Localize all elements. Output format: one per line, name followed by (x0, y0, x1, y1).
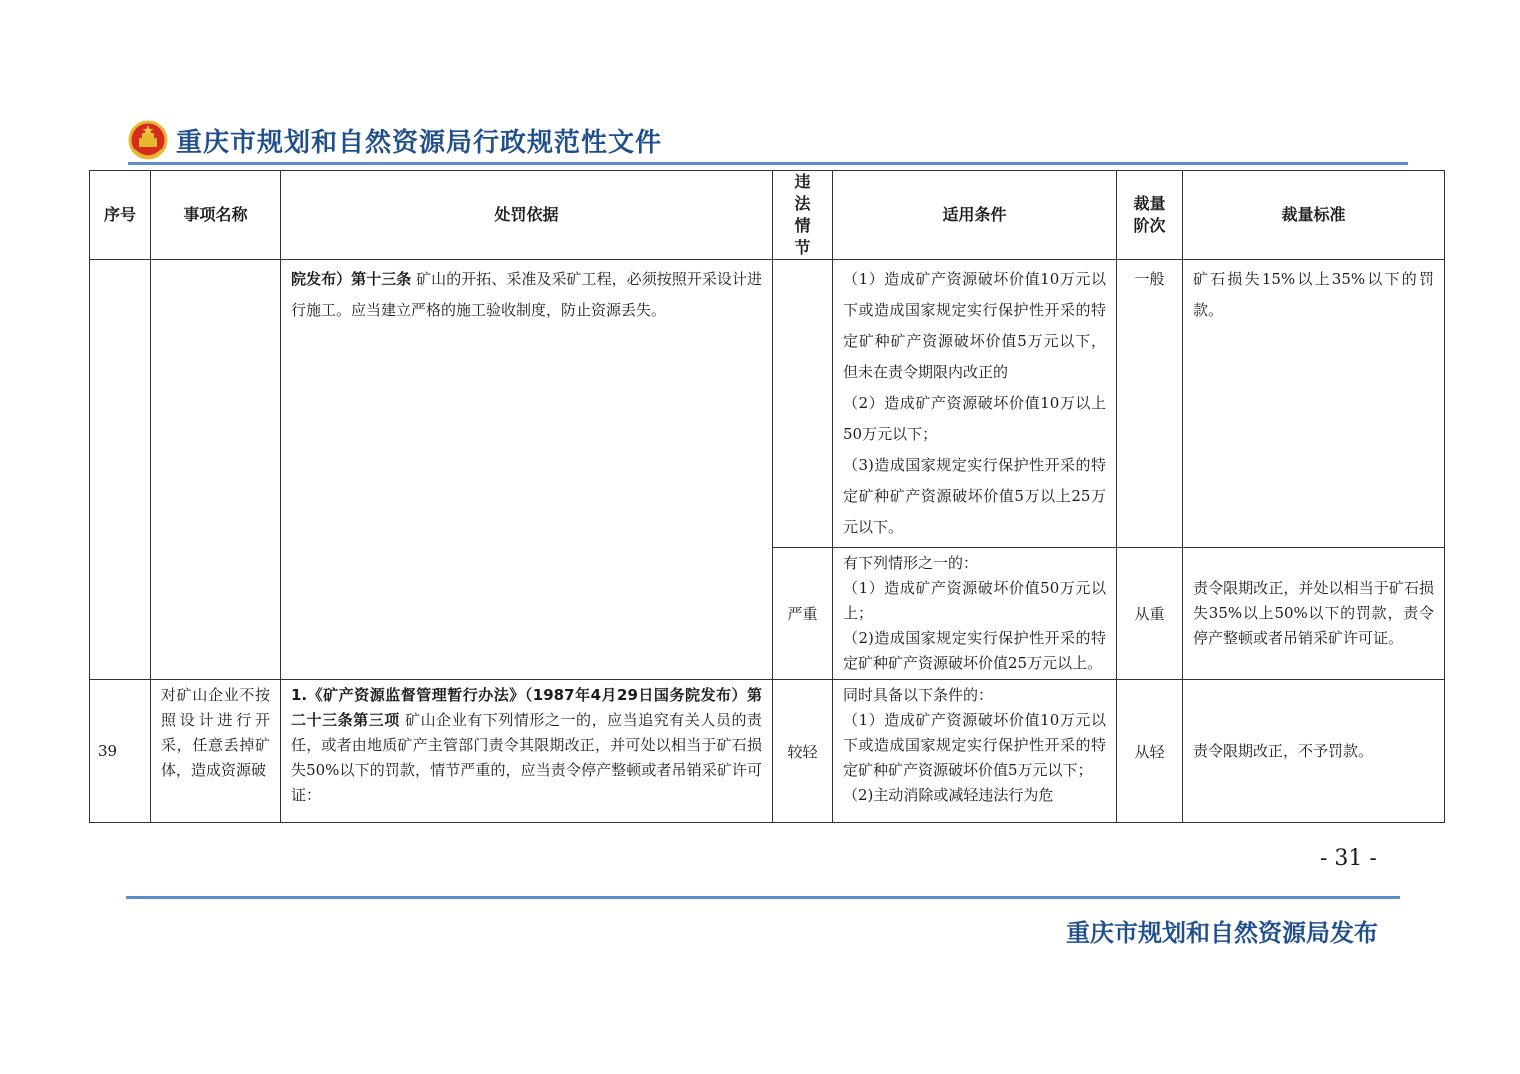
circumstance-39: 较轻 (787, 742, 818, 761)
col-header-circumstance-text: 违法情节 (794, 172, 811, 257)
standard-serious: 责令限期改正，并处以相当于矿石损失35%以上50%以下的罚款，责令停产整顿或者吊销采矿许可证。 (1193, 579, 1434, 647)
basis-bold-cont: 院发布）第十三条 (291, 270, 412, 288)
item-name-39: 对矿山企业不按照设计进行开采，任意丢掉矿体，造成资源破 (161, 686, 270, 779)
col-header-level (1117, 171, 1183, 260)
basis-text-39: 矿山企业有下列情形之一的，应当追究有关人员的责任，或者由地质矿产主管部门责令其限期改正，并可处以相当于矿石损失50%以下的罚款，情节严重的，应当责令停产整顿或者吊销采矿许可证： (291, 711, 762, 804)
cell-no-cont (90, 260, 151, 680)
header-divider (128, 162, 1408, 165)
national-emblem-icon (128, 120, 168, 162)
condition-general-1: （1）造成矿产资源破坏价值10万元以下或造成国家规定实行保护性开采的特定矿种矿产资源破坏价值5万元以下，但未在责令期限内改正的 (843, 270, 1106, 381)
cell-no-39 (90, 680, 151, 823)
col-header-standard: 裁量标准 (1183, 171, 1445, 260)
basis-law-title-39: 1.《矿产资源监督管理暂行办法》 (291, 686, 525, 704)
cell-basis-cont (281, 260, 773, 680)
condition-39-3: （2)主动消除或减轻违法行为危 (843, 786, 1054, 804)
condition-39-1: 同时具备以下条件的： (843, 686, 994, 704)
basis-text-cont: 矿山的开拓、采准及采矿工程，必须按照开采设计进行施工。应当建立严格的施工验收制度，防止资源丢失。 (291, 270, 762, 319)
penalty-table (89, 170, 1445, 823)
cell-conditions-39 (833, 680, 1117, 823)
row-number-39: 39 (98, 741, 118, 760)
condition-39-2: （1）造成矿产资源破坏价值10万元以下或造成国家规定实行保护性开采的特定矿种矿产资源破坏价值5万元以下； (843, 711, 1106, 779)
col-header-item: 事项名称 (151, 171, 281, 260)
col-header-basis: 处罚依据 (281, 171, 773, 260)
standard-general: 矿石损失15%以上35%以下的罚款。 (1193, 270, 1434, 319)
condition-serious-3: （2)造成国家规定实行保护性开采的特定矿种矿产资源破坏价值25万元以上。 (843, 629, 1106, 672)
standard-39: 责令限期改正，不予罚款。 (1193, 741, 1374, 760)
footer-publisher: 重庆市规划和自然资源局发布 (1066, 919, 1378, 947)
cell-item-39 (151, 680, 281, 823)
basis-article-39: （1987年4月29日国务院发布）第二十三条第三项 (291, 686, 762, 729)
col-header-circumstance (773, 171, 833, 260)
cell-conditions-serious (833, 548, 1117, 680)
cell-level-general (1117, 260, 1183, 548)
condition-serious-2: （1）造成矿产资源破坏价值50万元以上； (843, 579, 1106, 622)
footer-divider (126, 896, 1400, 899)
cell-standard-general (1183, 260, 1445, 548)
level-serious: 从重 (1134, 605, 1165, 623)
header-title: 重庆市规划和自然资源局行政规范性文件 (176, 128, 663, 158)
condition-general-3: （3)造成国家规定实行保护性开采的特定矿种矿产资源破坏价值5万以上25万元以下。 (843, 456, 1106, 536)
level-general: 一般 (1134, 270, 1165, 288)
col-header-no: 序号 (90, 171, 151, 260)
cell-level-serious (1117, 548, 1183, 680)
page-number: - 31 - (1320, 846, 1377, 871)
cell-conditions-general (833, 260, 1117, 548)
level-39: 从轻 (1134, 742, 1165, 761)
cell-level-39 (1117, 680, 1183, 823)
condition-general-2: （2）造成矿产资源破坏价值10万以上50万元以下； (843, 394, 1106, 443)
cell-standard-serious (1183, 548, 1445, 680)
cell-standard-39 (1183, 680, 1445, 823)
cell-item-cont (151, 260, 281, 680)
table-row (90, 260, 1445, 548)
table-row (90, 680, 1445, 823)
document-header (128, 118, 1408, 164)
condition-serious-1: 有下列情形之一的： (843, 554, 979, 572)
table-header-row (90, 171, 1445, 260)
cell-circumstance-general (773, 260, 833, 548)
circumstance-serious: 严重 (787, 605, 818, 623)
cell-basis-39 (281, 680, 773, 823)
cell-circumstance-39 (773, 680, 833, 823)
cell-circumstance-serious (773, 548, 833, 680)
col-header-level-text: 裁量阶次 (1133, 194, 1166, 235)
col-header-conditions: 适用条件 (833, 171, 1117, 260)
